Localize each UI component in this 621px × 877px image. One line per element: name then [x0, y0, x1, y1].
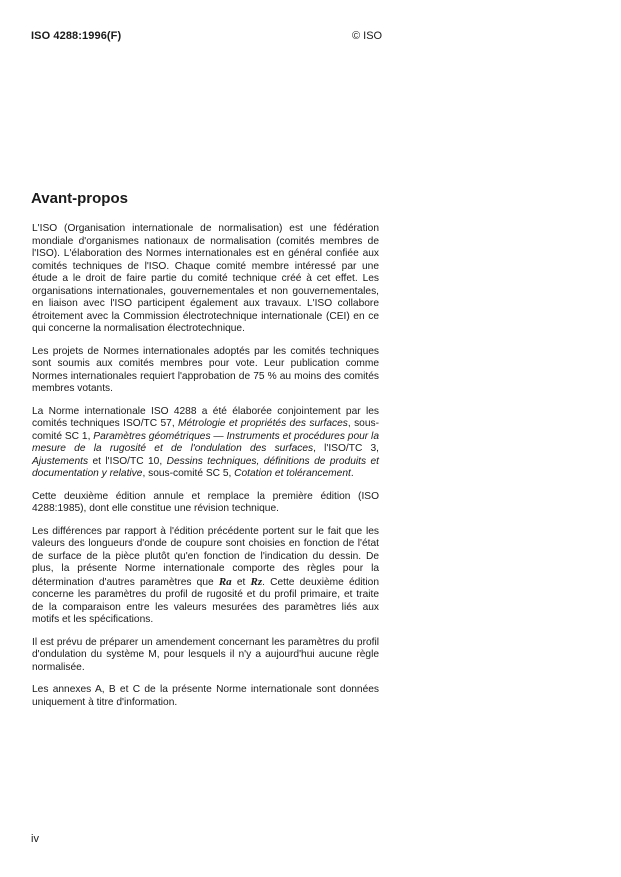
foreword-body: [32, 223, 379, 719]
paragraph-annexes: Les annexes A, B et C de la présente Norme internationale sont données uniquement à titre d'information.: [32, 684, 379, 708]
text-segment: La Norme internationale ISO 4288 a été élaborée conjointement par les comités techniques ISO/TC 57,: [32, 405, 379, 429]
paragraph-edition: Cette deuxième édition annule et remplace la première édition (ISO 4288:1985), dont elle constitue une révision technique.: [32, 490, 379, 514]
copyright-notice: © ISO: [352, 30, 383, 42]
paragraph-committees: [32, 406, 379, 481]
text-segment: et: [231, 576, 251, 588]
paragraph-differences: [32, 526, 379, 627]
committee-title-metrology: Métrologie et propriétés des surfaces: [178, 418, 348, 429]
paragraph-voting: Les projets de Normes internationales adoptés par les comités techniques sont soumis aux comités membres pour vote. Leur publication comme Normes internationales requiert l'approbation de 75 % au moins des comités membres votants.: [32, 345, 379, 394]
text-segment: , sous-comité SC 5,: [142, 468, 235, 479]
parameter-rz: Rz: [250, 575, 263, 588]
text-segment: , l'ISO/TC 3,: [313, 443, 379, 454]
committee-title-fits: Ajustements: [32, 455, 89, 467]
text-segment: et l'ISO/TC 10,: [88, 455, 167, 467]
parameter-ra: Ra: [218, 575, 232, 588]
subcommittee-title-dimensioning: Cotation et tolérancement: [234, 468, 351, 479]
text-segment: , sous-comité SC 1,: [32, 418, 379, 442]
committee-title-drawings: Dessins techniques, définitions de produits et documentation y relative: [32, 455, 379, 479]
text-segment: Les différences par rapport à l'édition précédente portent sur le fait que les valeurs des longueurs d'onde de coupure sont choisies en fonction de l'état de surface de la pièce plutôt qu'en fonction de l'indication du dessin. De plus, la présente Norme internationale comporte des règles pour la détermination d'autres paramètres que: [32, 525, 379, 588]
paragraph-amendment: Il est prévu de préparer un amendement concernant les paramètres du profil d'ondulation du système M, pour lesquels il n'y a aujourd'hui aucune règle normalisée.: [32, 636, 379, 673]
document-identifier: ISO 4288:1996(F): [31, 30, 122, 42]
text-segment: . Cette deuxième édition concerne les paramètres du profil de rugosité et du profil primaire, et traite de la comparaison entre les valeurs mesurées des paramètres liés aux motifs et les spécifications.: [32, 576, 379, 625]
subcommittee-title-parameters: Paramètres géométriques — Instruments et procédures pour la mesure de la rugosité et de l'ondulation des surfaces: [32, 430, 379, 454]
text-segment: .: [350, 468, 354, 479]
section-title: Avant-propos: [31, 190, 128, 207]
paragraph-iso-organisation: L'ISO (Organisation internationale de normalisation) est une fédération mondiale d'organismes nationaux de normalisation (comités membres de l'ISO). L'élaboration des Normes internationales est en général confiée aux comités techniques de l'ISO. Chaque comité membre intéressé par une étude a le droit de faire partie du comité technique créé à cet effet. Les organisations internationales, gouvernementales et non gouvernementales, en liaison avec l'ISO participent également aux travaux. L'ISO collabore étroitement avec la Commission électrotechnique internationale (CEI) en ce qui concerne la normalisation électrotechnique.: [32, 223, 379, 334]
page-number: iv: [31, 833, 39, 845]
